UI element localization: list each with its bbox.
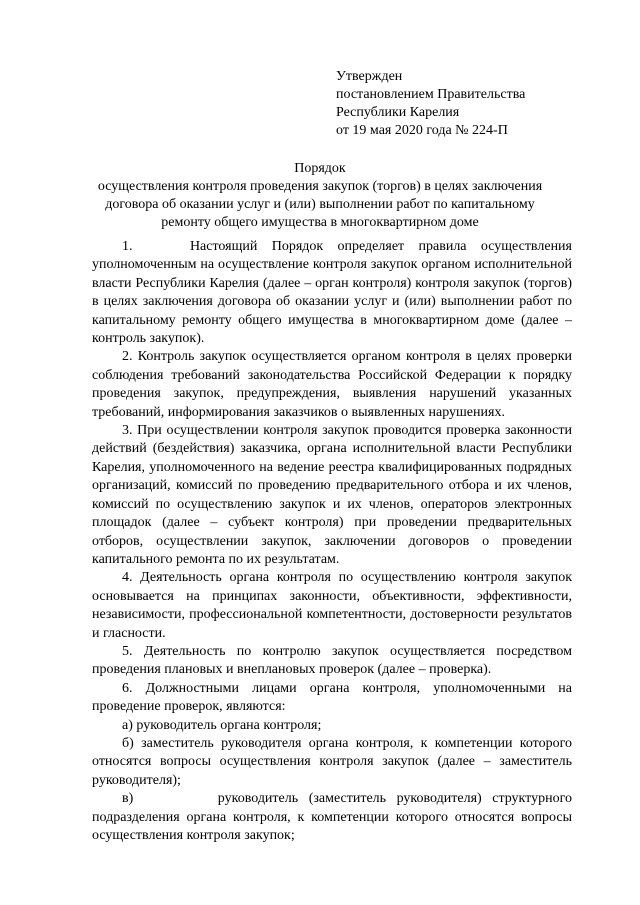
paragraph-1: 1. Настоящий Порядок определяет правила осуществления уполномоченным на осуществление контроля закупок органом исполнительной власти Республики Карелия (далее – орган контроля) контроля закупок (торгов) в целях заключения договора об оказании услуг и (или) выполнении работ по капитальному ремонту общего имущества в многоквартирном доме (далее – контроль закупок). [92,239,572,347]
list-item-b: б) заместитель руководителя органа контроля, к компетенции которого относятся вопросы осуществления контроля закупок (далее – заместитель руководителя); [92,735,572,788]
approval-line: постановлением Правительства [336,87,526,102]
paragraph-5: 5. Деятельность по контролю закупок осуществляется посредством проведения плановых и внеплановых проверок (далее – проверка). [92,643,572,678]
paragraph-2: 2. Контроль закупок осуществляется органом контроля в целях проверки соблюдения требований законодательства Российской Федерации к порядку проведения закупок, предупреждения, выявления нарушений указанных требований, информирования заказчиков о выявленных нарушениях. [92,349,572,420]
list-item-v: в) руководитель (заместитель руководителя) структурного подразделения органа контроля, к компетенции которого относятся вопросы осуществления контроля закупок; [92,791,572,843]
paragraph-6: 6. Должностными лицами органа контроля, уполномоченными на проведение проверок, являются: [92,680,572,715]
approval-line: Утвержден [336,69,403,84]
title-line: осуществления контроля проведения закупок (торгов) в целях заключения [97,179,543,194]
title-line: Порядок [294,161,346,176]
document-body [92,238,572,845]
approval-line: Республики Карелия [336,105,460,120]
title-line: ремонту общего имущества в многоквартирном доме [161,215,479,230]
document-title [60,160,580,232]
approval-line: от 19 мая 2020 года № 224-П [336,123,508,138]
paragraph-4: 4. Деятельность органа контроля по осуществлению контроля закупок основывается на принципах законности, объективности, эффективности, независимости, профессиональной компетентности, достоверности результатов и гласности. [92,570,572,641]
title-line: договора об оказании услуг и (или) выполнении работ по капитальному [105,197,535,212]
paragraph-3: 3. При осуществлении контроля закупок проводится проверка законности действий (бездействия) заказчика, органа исполнительной власти Республики Карелия, уполномоченного на ведение реестра квалифицированных подрядных организаций, комиссий по проведению предварительного отбора и их членов, комиссий по осуществлению закупок и их членов, операторов электронных площадок (далее – субъект контроля) при проведении предварительных отборов, осуществлении закупок, заключении договоров о проведении капитального ремонта по их результатам. [92,423,572,567]
approval-block [336,68,596,140]
list-item-a: а) руководитель органа контроля; [122,717,322,733]
